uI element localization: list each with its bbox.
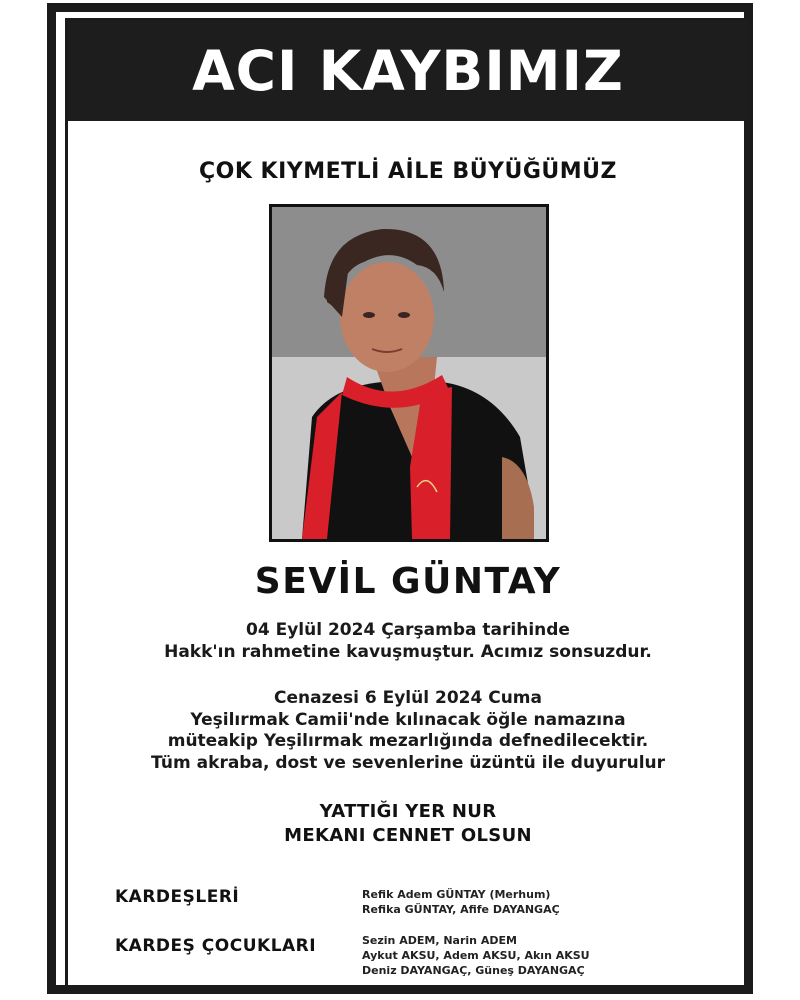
nieces-nephews-label: KARDEŞ ÇOCUKLARI [115, 936, 317, 956]
deceased-photo [269, 204, 549, 542]
siblings-names [362, 887, 560, 917]
inner-frame [65, 18, 751, 990]
siblings-label: KARDEŞLERİ [115, 887, 240, 907]
funeral-line: Cenazesi 6 Eylül 2024 Cuma [274, 688, 542, 708]
banner-title: ACI KAYBIMIZ [192, 39, 624, 103]
announcement-line: Hakk'ın rahmetine kavuşmuştur. Acımız sonsuzdur. [164, 642, 652, 662]
subtitle: ÇOK KIYMETLİ AİLE BÜYÜĞÜMÜZ [199, 159, 617, 184]
closing-prayer [68, 800, 748, 848]
banner [68, 21, 748, 121]
funeral-line: müteakip Yeşilırmak mezarlığında defnedilecektir. [167, 731, 649, 751]
relative-name: Sezin ADEM, Narin ADEM [362, 934, 517, 947]
announcement-text [68, 619, 748, 663]
funeral-text [68, 688, 748, 774]
funeral-line: Yeşilırmak Camii'nde kılınacak öğle namazına [190, 709, 626, 730]
relative-name: Aykut AKSU, Adem AKSU, Akın AKSU [362, 949, 590, 962]
deceased-name: SEVİL GÜNTAY [254, 561, 562, 602]
relative-name: Refik Adem GÜNTAY (Merhum) [362, 888, 551, 901]
announcement-line: 04 Eylül 2024 Çarşamba tarihinde [246, 620, 570, 640]
relative-name: Deniz DAYANGAÇ, Güneş DAYANGAÇ [362, 964, 585, 977]
relative-name: Refika GÜNTAY, Afife DAYANGAÇ [362, 903, 560, 916]
prayer-line: YATTIĞI YER NUR [319, 801, 497, 822]
prayer-line: MEKANI CENNET OLSUN [284, 825, 532, 846]
outer-frame [47, 3, 753, 994]
portrait-illustration [272, 207, 546, 539]
nieces-nephews-names [362, 933, 590, 978]
funeral-line: Tüm akraba, dost ve sevenlerine üzüntü ile duyurulur [150, 752, 666, 773]
